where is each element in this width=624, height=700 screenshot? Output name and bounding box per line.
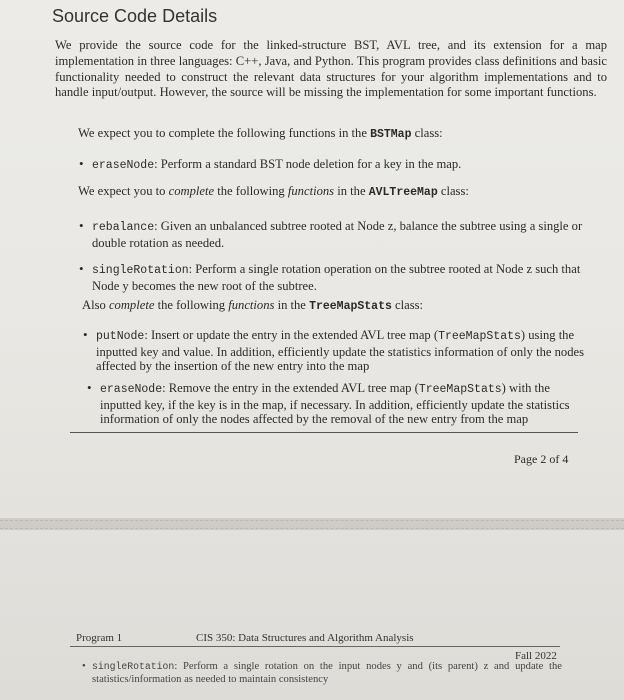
bst-bullet-text: : Perform a standard BST node deletion for a key in the map. xyxy=(154,157,462,171)
running-header-rule xyxy=(70,646,560,647)
avl-bullet-code: singleRotation xyxy=(92,264,189,277)
expect-stats-mid1: the following xyxy=(154,298,229,312)
section-title: Source Code Details xyxy=(52,6,218,26)
running-header-center: CIS 350: Data Structures and Algorithm Analysis xyxy=(196,632,414,644)
expect-avl-mid1: the following xyxy=(214,184,288,198)
expect-stats-em1: complete xyxy=(108,298,155,312)
avl-class-name: AVLTreeMap xyxy=(368,186,438,199)
stats-bullet-text-a: : Remove the entry in the extended AVL tree map ( xyxy=(162,381,419,395)
expect-bst-suffix: class: xyxy=(411,126,443,140)
stats-bullet-code: eraseNode xyxy=(100,383,163,396)
stats-bullet-text-b: ) with the inputted key, if the key is in the map, if necessary. In addition, efficiently update the statistics information of only the nodes affected by the removal of the new entry from the map xyxy=(100,381,570,427)
expect-avl-line xyxy=(78,184,469,200)
page2-bullet-text: : Perform a single rotation on the input nodes y and (its parent) z and update the statistics/information as needed to maintain consistency xyxy=(92,661,562,685)
expect-stats-mid2: in the xyxy=(274,298,310,312)
expect-avl-prefix: We expect you to xyxy=(78,184,169,198)
running-header-left: Program 1 xyxy=(76,632,123,644)
avl-bullet-text: : Perform a single rotation operation on the subtree rooted at Node z such that Node y becomes the new root of the subtree. xyxy=(92,262,581,293)
page2-bullet xyxy=(82,660,562,686)
page-gap-dash-bottom xyxy=(0,528,624,529)
avl-bullet-text: : Given an unbalanced subtree rooted at Node z, balance the subtree using a single or double rotation as needed. xyxy=(92,219,583,250)
expect-stats-em2: functions xyxy=(228,298,275,312)
running-header-right: Fall 2022 xyxy=(515,650,557,662)
expect-bst-line xyxy=(78,126,443,142)
bullet-dot-icon: • xyxy=(79,156,84,171)
stats-bullet-code: putNode xyxy=(96,330,145,343)
stats-bullet-put-node xyxy=(83,327,585,374)
stats-bullet-text-a: : Insert or update the entry in the extended AVL tree map ( xyxy=(144,328,439,342)
page-rule xyxy=(70,432,578,433)
expect-stats-line xyxy=(82,298,423,314)
expect-bst-prefix: We expect you to complete the following functions in the xyxy=(78,126,371,140)
page2-bullet-code: singleRotation xyxy=(92,661,175,672)
avl-bullet-single-rotation xyxy=(79,261,592,293)
expect-stats-prefix: Also xyxy=(82,298,109,312)
bullet-dot-icon: • xyxy=(79,218,84,233)
expect-avl-em1: complete xyxy=(168,184,215,198)
bst-bullet-code: eraseNode xyxy=(92,159,155,172)
bst-bullet xyxy=(79,156,592,174)
page-gap-dash-top xyxy=(0,520,624,521)
expect-stats-suffix: class: xyxy=(391,298,424,312)
bullet-dot-icon: • xyxy=(79,261,84,276)
bullet-dot-icon: • xyxy=(82,661,86,672)
expect-avl-mid2: in the xyxy=(334,184,369,198)
stats-class-name: TreeMapStats xyxy=(309,300,392,313)
bullet-dot-icon: • xyxy=(83,327,88,342)
stats-bullet-text-b: ) using the inputted key and value. In addition, efficiently update the statistics information of only the nodes affected by the insertion of the new entry into the map xyxy=(96,328,585,374)
stats-bullet-code2: TreeMapStats xyxy=(418,383,502,396)
avl-bullet-code: rebalance xyxy=(92,221,155,234)
bullet-dot-icon: • xyxy=(87,380,92,395)
avl-bullet-rebalance xyxy=(79,218,594,250)
bst-class-name: BSTMap xyxy=(370,128,412,141)
intro-paragraph: We provide the source code for the linked-structure BST, AVL tree, and its extension for a map implementation in three languages: C++, Java, and Python. This program provides class definitions and basic functionality needed to construct the relevant data structures for your algorithm implementations and to handle input/output. However, the source will be missing the implementation for some important functions. xyxy=(55,38,607,100)
page-number: Page 2 of 4 xyxy=(514,452,569,466)
expect-avl-suffix: class: xyxy=(437,184,469,198)
stats-bullet-code2: TreeMapStats xyxy=(438,330,521,343)
expect-avl-em2: functions xyxy=(287,184,335,198)
stats-bullet-erase-node xyxy=(87,380,580,427)
